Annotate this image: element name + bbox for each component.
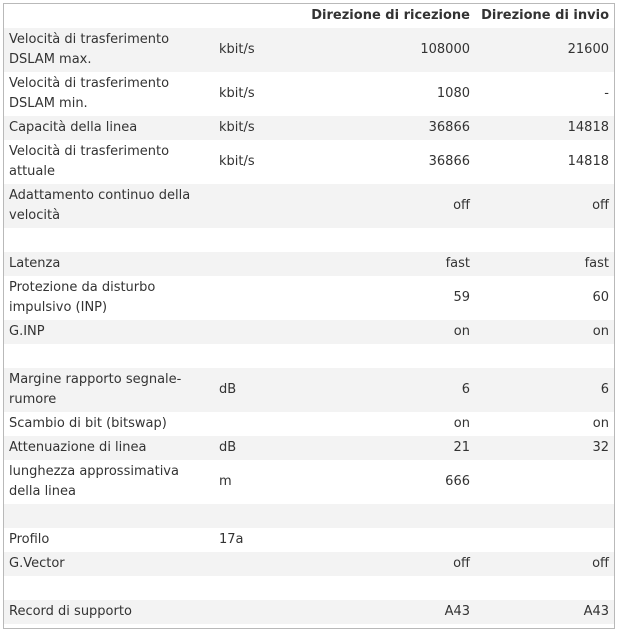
- row-label: Margine rapporto segnale-rumore: [4, 368, 217, 412]
- table-row: [4, 140, 614, 184]
- row-label: Latenza: [4, 252, 217, 276]
- row-label: G.INP: [4, 320, 217, 344]
- row-label: Velocità di trasferimento DSLAM max.: [4, 28, 217, 72]
- row-unit: dB: [217, 436, 279, 460]
- row-unit: kbit/s: [217, 116, 279, 140]
- spacer-row: [4, 576, 614, 600]
- row-label: Attenuazione di linea: [4, 436, 217, 460]
- row-unit: kbit/s: [219, 154, 255, 169]
- row-receive-value: A43: [279, 600, 475, 624]
- row-send-value: 14818: [475, 116, 614, 140]
- row-unit: [217, 504, 279, 528]
- row-receive-value: [279, 344, 475, 368]
- row-label: Capacità della linea: [4, 116, 217, 140]
- row-receive-value: 666: [445, 474, 470, 489]
- table-row: [4, 184, 614, 228]
- row-receive-value: fast: [279, 252, 475, 276]
- row-receive-value: 108000: [279, 28, 475, 72]
- row-send-value: A43: [475, 600, 614, 624]
- spacer-row: [4, 344, 614, 368]
- row-receive-value: [279, 576, 475, 600]
- row-send-value: 60: [592, 290, 609, 305]
- spacer-row: [4, 504, 614, 528]
- table-row: [4, 460, 614, 504]
- row-unit: [217, 276, 279, 320]
- row-receive-value: on: [279, 320, 475, 344]
- row-receive-value: off: [279, 552, 475, 576]
- row-unit: kbit/s: [219, 86, 255, 101]
- row-send-value: on: [592, 416, 609, 431]
- table-row: [4, 528, 614, 552]
- row-label: lunghezza approssimativa della linea: [9, 464, 179, 499]
- row-unit: [217, 552, 279, 576]
- dsl-info-table: [4, 4, 614, 624]
- row-unit: [217, 184, 279, 228]
- row-unit: [217, 412, 279, 436]
- table-row: [4, 276, 614, 320]
- row-label: [4, 228, 217, 252]
- row-receive-value: [279, 228, 475, 252]
- row-unit: [217, 600, 279, 624]
- row-unit: kbit/s: [217, 28, 279, 72]
- table-header-row: [4, 4, 614, 28]
- row-receive-value: [279, 528, 475, 552]
- row-label: [4, 344, 217, 368]
- row-unit: 17a: [219, 532, 244, 547]
- row-unit: [217, 320, 279, 344]
- row-unit: [217, 228, 279, 252]
- row-receive-value: 36866: [428, 154, 470, 169]
- row-label: [4, 576, 217, 600]
- row-send-value: [475, 460, 614, 504]
- row-receive-value: 1080: [436, 86, 470, 101]
- row-send-value: on: [475, 320, 614, 344]
- row-receive-value: 6: [279, 368, 475, 412]
- dsl-info-panel: [3, 3, 615, 629]
- row-label: Velocità di trasferimento attuale: [9, 144, 170, 179]
- row-label: Protezione da disturbo impulsivo (INP): [9, 280, 156, 315]
- row-send-value: [475, 528, 614, 552]
- row-send-value: fast: [475, 252, 614, 276]
- header-unit: [217, 4, 279, 28]
- table-row: [4, 600, 614, 624]
- row-unit: dB: [217, 368, 279, 412]
- row-send-value: 21600: [475, 28, 614, 72]
- row-label: Record di supporto: [4, 600, 217, 624]
- header-label: [4, 4, 217, 28]
- row-label: Scambio di bit (bitswap): [9, 416, 167, 431]
- row-unit: m: [219, 474, 232, 489]
- row-send-value: 6: [475, 368, 614, 412]
- row-label: Velocità di trasferimento DSLAM min.: [9, 76, 170, 111]
- spacer-row: [4, 228, 614, 252]
- table-row: [4, 552, 614, 576]
- row-send-value: 32: [475, 436, 614, 460]
- row-label: Profilo: [9, 532, 50, 547]
- header-receive-direction: Direzione di ricezione: [311, 8, 470, 23]
- row-label: Adattamento continuo della velocità: [4, 184, 217, 228]
- table-row: [4, 412, 614, 436]
- row-send-value: [475, 228, 614, 252]
- row-send-value: [475, 576, 614, 600]
- table-row: [4, 320, 614, 344]
- row-send-value: [475, 504, 614, 528]
- row-receive-value: off: [279, 184, 475, 228]
- row-unit: [217, 344, 279, 368]
- table-row: [4, 252, 614, 276]
- table-row: [4, 72, 614, 116]
- row-receive-value: 36866: [279, 116, 475, 140]
- row-receive-value: on: [453, 416, 470, 431]
- table-row: [4, 436, 614, 460]
- row-receive-value: [279, 504, 475, 528]
- header-send-direction: Direzione di invio: [481, 8, 609, 23]
- row-send-value: -: [604, 86, 609, 101]
- table-row: [4, 116, 614, 140]
- row-send-value: off: [475, 184, 614, 228]
- row-send-value: off: [475, 552, 614, 576]
- row-label: G.Vector: [4, 552, 217, 576]
- row-unit: [217, 576, 279, 600]
- row-receive-value: 59: [453, 290, 470, 305]
- row-receive-value: 21: [279, 436, 475, 460]
- row-send-value: [475, 344, 614, 368]
- row-label: [4, 504, 217, 528]
- table-row: [4, 28, 614, 72]
- row-send-value: 14818: [567, 154, 609, 169]
- row-unit: [217, 252, 279, 276]
- table-row: [4, 368, 614, 412]
